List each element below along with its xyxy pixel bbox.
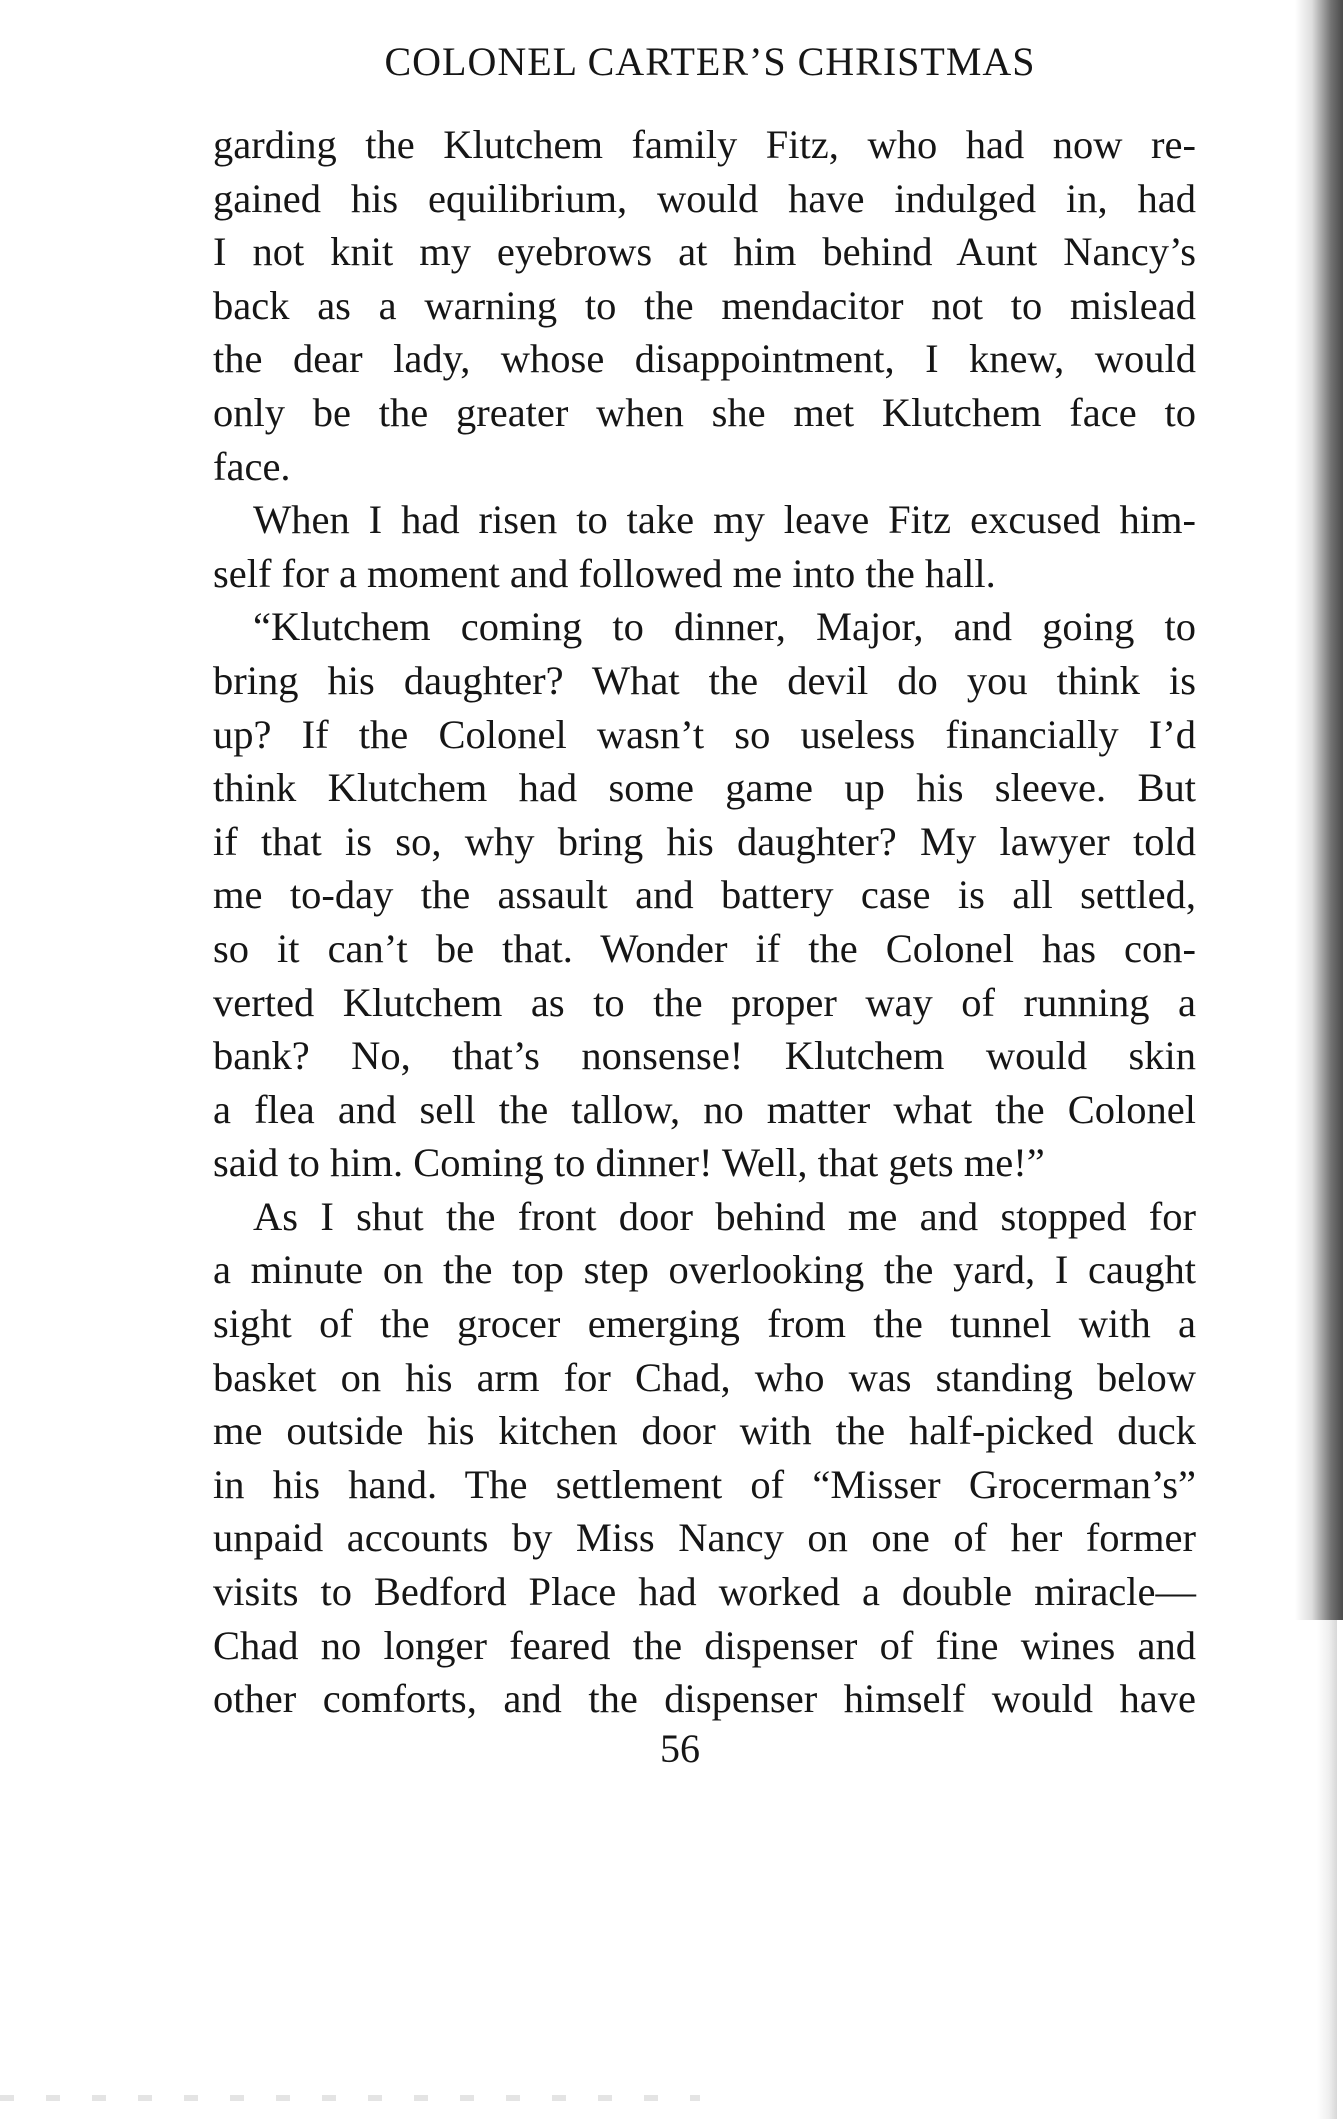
text-line: a minute on the top step overlooking the yard, I caught	[213, 1247, 1196, 1293]
text-line: gained his equilibrium, would have indulged in, had	[213, 175, 1196, 221]
text-line: verted Klutchem as to the proper way of running a	[213, 979, 1196, 1025]
text-line: only be the greater when she met Klutchem face to	[213, 389, 1196, 435]
text-line: face.	[213, 443, 291, 489]
text-line: Chad no longer feared the dispenser of fine wines and	[213, 1622, 1196, 1668]
text-line: basket on his arm for Chad, who was standing below	[213, 1354, 1196, 1400]
text-line: me outside his kitchen door with the half-picked duck	[213, 1408, 1196, 1454]
text-line: bank? No, that’s nonsense! Klutchem would skin	[213, 1033, 1196, 1079]
text-line: in his hand. The settlement of “Misser Grocerman’s”	[213, 1461, 1196, 1507]
text-line: so it can’t be that. Wonder if the Colonel has con-	[213, 925, 1196, 971]
running-head-title: COLONEL CARTER’S CHRISTMAS	[384, 39, 1036, 84]
text-line: garding the Klutchem family Fitz, who had now re-	[213, 122, 1196, 167]
scan-specks	[0, 2095, 700, 2101]
text-line: the dear lady, whose disappointment, I knew, would	[213, 336, 1196, 382]
text-line: unpaid accounts by Miss Nancy on one of her former	[213, 1515, 1196, 1561]
text-line: I not knit my eyebrows at him behind Aunt Nancy’s	[213, 229, 1196, 275]
text-line: back as a warning to the mendacitor not to mislead	[213, 282, 1196, 328]
text-line: up? If the Colonel wasn’t so useless financially I’d	[213, 711, 1196, 757]
text-line: other comforts, and the dispenser himself would have	[213, 1676, 1196, 1722]
text-line: As I shut the front door behind me and stopped for	[253, 1193, 1196, 1239]
text-line: me to-day the assault and battery case is all settled,	[213, 872, 1196, 918]
text-line: self for a moment and followed me into the hall.	[213, 550, 996, 596]
page-number: 56	[660, 1726, 700, 1771]
binding-edge-shadow	[1295, 0, 1343, 1620]
text-line: sight of the grocer emerging from the tunnel with a	[213, 1301, 1196, 1347]
text-line: When I had risen to take my leave Fitz excused him-	[253, 497, 1196, 543]
text-line: bring his daughter? What the devil do you think is	[213, 657, 1196, 703]
text-line: if that is so, why bring his daughter? My lawyer told	[213, 818, 1196, 864]
text-line: a flea and sell the tallow, no matter what the Colonel	[213, 1086, 1196, 1132]
body-text	[213, 118, 1196, 1726]
text-line: said to him. Coming to dinner! Well, that gets me!”	[213, 1140, 1045, 1186]
text-line: “Klutchem coming to dinner, Major, and going to	[253, 604, 1196, 650]
binding-edge-shadow-lower	[1317, 1620, 1337, 2119]
text-line: think Klutchem had some game up his sleeve. But	[213, 765, 1196, 811]
text-line: visits to Bedford Place had worked a double miracle—	[213, 1569, 1196, 1615]
